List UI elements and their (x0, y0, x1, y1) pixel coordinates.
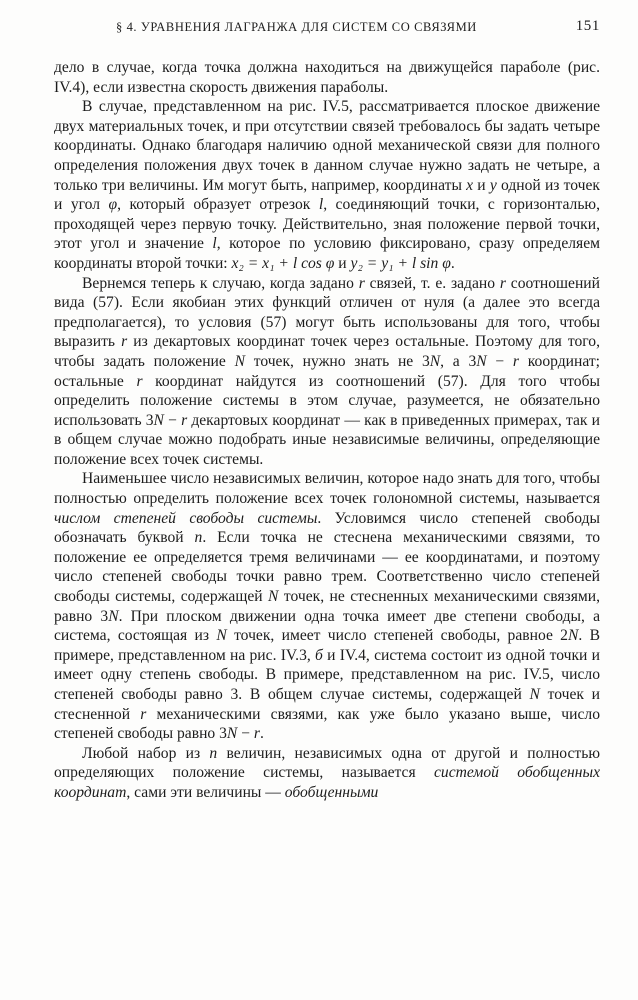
section-title: § 4. УРАВНЕНИЯ ЛАГРАНЖА ДЛЯ СИСТЕМ СО СВЯЗЯМИ (116, 20, 477, 34)
italic-text: r (499, 274, 506, 292)
text-run: Вернемся теперь к случаю, когда задано (82, 274, 359, 292)
body-text (54, 58, 600, 803)
italic-text: l (212, 235, 217, 253)
text-run: . Условимся число степеней свободы обозначать буквой (54, 509, 600, 547)
text-run: , который образует отрезок (117, 196, 319, 214)
paragraph (54, 744, 600, 803)
italic-text: y₂ = y₁ + l sin φ (350, 254, 451, 272)
italic-text: N (567, 627, 579, 645)
paragraph (54, 97, 600, 273)
italic-text: N (108, 607, 119, 625)
running-header (54, 18, 600, 40)
italic-text: r (358, 274, 365, 292)
text-run: соотношений вида (57). Если якобиан этих функций отличен от нуля (а далее это всегда предполагается), то условия (57) могут быть использованы для того, чтобы выразить (54, 274, 600, 351)
italic-text: r (253, 725, 260, 743)
text-run: . (260, 725, 264, 743)
text-run: , соединяющий точки, с горизонталью, проходящей через первую точку. Действительно, зная положение первой точки, этот угол и значение (54, 196, 600, 253)
paragraph (54, 469, 600, 743)
italic-text: y (489, 176, 497, 194)
italic-text: n (209, 744, 218, 762)
text-run: дело в случае, когда точка должна находиться на движущейся параболе (рис. IV.4), если известна скорость движения параболы. (54, 59, 600, 96)
italic-text: системой обобщенных координат (54, 764, 600, 801)
italic-text: r (136, 372, 143, 390)
text-run: . При плоском движении одна точка имеет две степени свободы, а система, состоящая из (54, 607, 600, 645)
text-run: . Если точка не стеснена механическими связями, то положение ее определяется тремя величинами — ее координатами, и поэтому число степеней свободы точки равно трем. Соответственно число степеней свободы системы, содержащей (54, 529, 600, 606)
page-number: 151 (575, 18, 600, 34)
italic-text: r (181, 411, 188, 429)
italic-text: N (476, 352, 487, 370)
italic-text: x₂ = x₁ + l cos φ (231, 254, 335, 272)
italic-text: N (429, 352, 441, 370)
text-run: координат найдутся из соотношений (57). Для того чтобы определить положение системы в этом случае, разумеется, не обязательно использовать 3 (54, 372, 600, 429)
text-run: , сами эти величины — (126, 783, 285, 801)
italic-text: N (234, 352, 245, 370)
italic-text: б (315, 646, 323, 664)
text-run: . (450, 254, 455, 272)
italic-text: N (226, 725, 238, 743)
paragraph (54, 58, 600, 97)
text-run: и IV.4, система состоит из одной точки и имеет одну степень свободы. В примере, представленном на рис. IV.5, число степеней свободы равно 3. В общем случае системы, содержащей (54, 646, 600, 703)
text-run: Наименьшее число независимых величин, которое надо знать для того, чтобы полностью определить положение всех точек голономной системы, называется (54, 470, 600, 508)
italic-text: N (268, 588, 279, 606)
text-run: точек, не стесненных механическими связями, равно 3 (54, 588, 600, 625)
text-run: координат; остальные (54, 352, 600, 390)
text-run: − (163, 411, 182, 429)
italic-text: N (216, 627, 227, 645)
text-run: величин, независимых одна от другой и полностью определяющих положение системы, называется (54, 744, 600, 782)
italic-text: r (121, 333, 128, 351)
italic-text: n (194, 529, 203, 547)
text-run: − (486, 352, 513, 370)
italic-text: φ (108, 196, 118, 214)
italic-text: r (512, 352, 519, 370)
italic-text: N (153, 411, 164, 429)
text-run: точек, нужно знать не 3 (244, 352, 430, 370)
text-run: , а 3 (440, 352, 477, 370)
text-run: Любой набор из (82, 744, 210, 762)
text-run: и (334, 254, 351, 272)
italic-text: x (466, 176, 474, 194)
text-run: декартовых координат — как в приведенных примерах, так и в общем случае можно подобрать иные независимые величины, определяющие положение всех точек системы. (54, 411, 600, 468)
text-run: . В примере, представленном на рис. IV.3, (54, 627, 600, 664)
text-run: − (237, 725, 254, 743)
text-run: механическими связями, как уже было указано выше, число степеней свободы равно 3 (54, 705, 600, 743)
italic-text: N (529, 686, 540, 703)
italic-text: r (140, 705, 147, 723)
text-run: и (473, 176, 490, 194)
text-run: , которое по условию фиксировано, сразу определяем координаты второй точки: (54, 235, 600, 272)
text-run: связей, т. е. задано (364, 274, 500, 292)
text-run: из декартовых координат точек через остальные. Поэтому для того, чтобы задать положение (54, 333, 600, 370)
paragraph (54, 274, 600, 470)
italic-text: числом степеней свободы системы (54, 509, 318, 527)
italic-text: обобщенными (284, 783, 379, 801)
text-run: точек и стесненной (54, 686, 600, 723)
text-run: точек, имеет число степеней свободы, равное 2 (226, 627, 568, 645)
italic-text: l (318, 196, 324, 214)
text-run: В случае, представленном на рис. IV.5, рассматривается плоское движение двух материальных точек, и при отсутствии связей требовалось бы задать четыре координаты. Однако благодаря наличию одной механической связи для полного определения положения двух точек в данном случае нужно задать не четыре, а только три величины. Им могут быть, например, координаты (54, 98, 600, 194)
text-run: одной из точек и угол (54, 176, 600, 214)
